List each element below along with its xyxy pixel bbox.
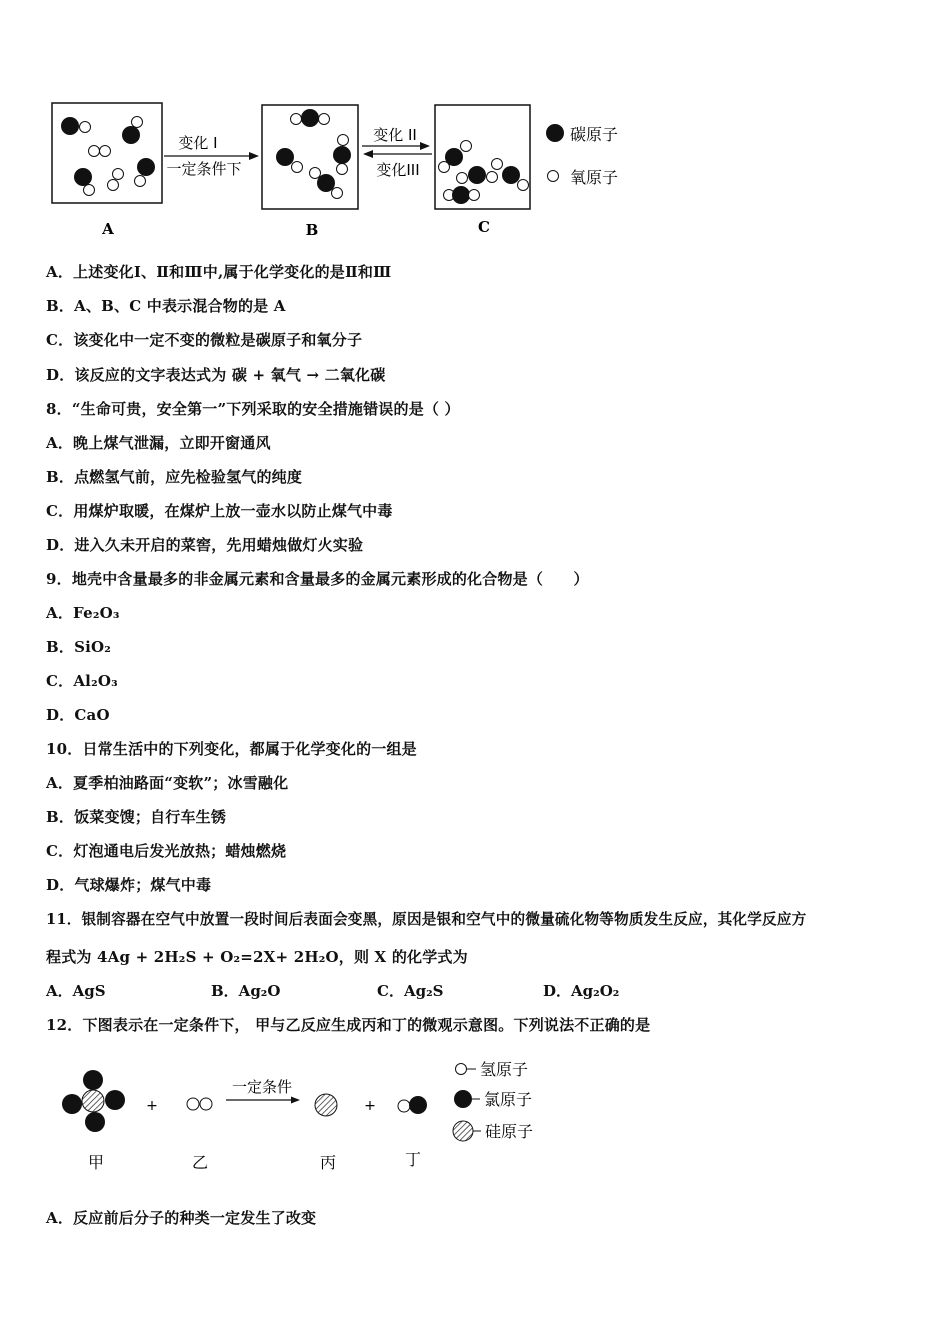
q8-option-b: B．点燃氢气前，应先检验氢气的纯度 xyxy=(46,468,303,486)
q7-option-d: D．该反应的文字表达式为 碳 + 氧气 → 二氧化碳 xyxy=(46,366,386,384)
q12-stem: 12．下图表示在一定条件下， 甲与乙反应生成丙和丁的微观示意图。下列说法不正确的是 xyxy=(46,1016,651,1034)
sicl4-reaction-diagram xyxy=(50,1052,570,1182)
carbon-oxygen-diagram xyxy=(40,95,640,245)
hydrogen-atom-icon xyxy=(456,1064,467,1075)
legend-hydrogen-label: 氢原子 xyxy=(480,1060,529,1079)
plus-sign-2: + xyxy=(364,1098,376,1114)
label-jia: 甲 xyxy=(87,1153,105,1172)
carbon-atom-icon xyxy=(546,124,564,142)
q7-option-c: C．该变化中一定不变的微粒是碳原子和氧分子 xyxy=(46,331,363,349)
plus-sign-1: + xyxy=(146,1098,158,1114)
legend-silicon-label: 硅原子 xyxy=(485,1122,534,1141)
q9-stem: 9．地壳中含量最多的非金属元素和含量最多的金属元素形成的化合物是（ ） xyxy=(46,570,589,588)
label-ding: 丁 xyxy=(404,1150,422,1169)
q9-option-b-formula: SiO₂ xyxy=(74,638,112,656)
legend-oxygen-label: 氧原子 xyxy=(570,168,619,187)
q10-option-b: B．饭菜变馊；自行车生锈 xyxy=(46,808,227,826)
molecule-ding xyxy=(398,1096,427,1114)
q11-stem-line2: 程式为 4Ag + 2H₂S + O₂=2X+ 2H₂O，则 X 的化学式为 xyxy=(46,948,468,966)
q10-option-d: D．气球爆炸；煤气中毒 xyxy=(46,876,212,894)
reaction-condition-label: 一定条件 xyxy=(231,1078,293,1096)
q11-stem-line1: 11．银制容器在空气中放置一段时间后表面会变黑，原因是银和空气中的微量硫化物等物质发生反应，其化学反应方 xyxy=(46,911,807,928)
silicon-atom-icon xyxy=(453,1121,473,1141)
box-b-label: B xyxy=(305,221,319,239)
box-a-label: A xyxy=(102,220,114,238)
legend-chlorine-label: 氯原子 xyxy=(484,1090,533,1109)
q8-stem: 8．“生命可贵，安全第一”下列采取的安全措施错误的是（ ） xyxy=(46,400,460,418)
q9-option-a: A．Fe₂O₃ xyxy=(46,604,120,622)
q9-option-a-formula: Fe₂O₃ xyxy=(73,604,120,622)
q8-option-d: D．进入久未开启的菜窖，先用蜡烛做灯火实验 xyxy=(46,536,364,554)
q7-option-a: A．上述变化Ⅰ、Ⅱ和Ⅲ中,属于化学变化的是Ⅱ和Ⅲ xyxy=(46,263,392,281)
label-yi: 乙 xyxy=(191,1153,209,1172)
molecule-bing xyxy=(315,1094,337,1116)
label-bing: 丙 xyxy=(319,1153,337,1172)
oxygen-atom-icon xyxy=(548,171,559,182)
q10-option-a: A．夏季柏油路面“变软”；冰雪融化 xyxy=(46,774,289,792)
q12-option-a: A．反应前后分子的种类一定发生了改变 xyxy=(46,1209,317,1227)
legend-carbon-label: 碳原子 xyxy=(570,125,619,144)
q7-option-b: B．A、B、C 中表示混合物的是 A xyxy=(46,297,286,315)
arrow1-bottom-label: 一定条件下 xyxy=(166,160,242,178)
arrow2-top-label: 变化 II xyxy=(373,126,417,144)
chlorine-atom-icon xyxy=(454,1090,472,1108)
arrow1-top-label: 变化 I xyxy=(178,134,218,152)
arrow2-bottom-label: 变化III xyxy=(376,161,420,179)
q9-option-c-formula: Al₂O₃ xyxy=(73,672,118,690)
q9-option-b: B．SiO₂ xyxy=(46,638,112,656)
q10-option-c: C．灯泡通电后发光放热；蜡烛燃烧 xyxy=(46,842,287,860)
q8-option-a: A．晚上煤气泄漏，立即开窗通风 xyxy=(46,434,271,452)
molecule-yi xyxy=(187,1098,212,1110)
q8-option-c: C．用煤炉取暖，在煤炉上放一壶水以防止煤气中毒 xyxy=(46,502,393,520)
q11-option-a: A．AgS xyxy=(46,982,106,1000)
q9-option-d: D．CaO xyxy=(46,706,110,724)
q11-option-d: D．Ag₂O₂ xyxy=(543,982,620,1000)
q10-stem: 10．日常生活中的下列变化，都属于化学变化的一组是 xyxy=(46,740,417,758)
molecule-jia xyxy=(62,1070,125,1132)
q11-option-b: B．Ag₂O xyxy=(211,982,281,1000)
q11-option-c: C．Ag₂S xyxy=(377,982,444,1000)
q9-option-c: C．Al₂O₃ xyxy=(46,672,118,690)
box-c-label: C xyxy=(478,218,490,236)
